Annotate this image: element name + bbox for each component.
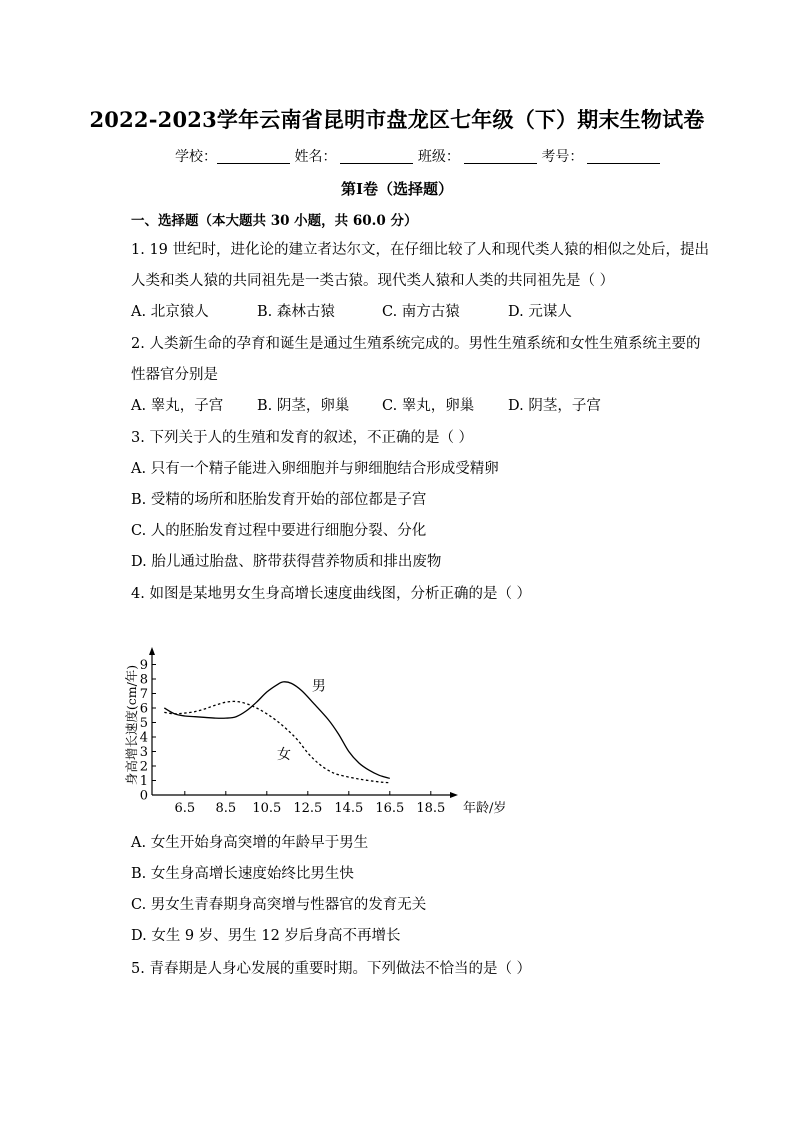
question-2-option-c[interactable]: C. 睾丸，卵巢 bbox=[382, 398, 475, 414]
male-curve-label: 男 bbox=[311, 678, 326, 695]
part-title: 第Ⅰ卷（选择题） bbox=[340, 180, 454, 198]
x-tick-label-6.5: 6.5 bbox=[174, 801, 196, 816]
y-tick-label-6: 6 bbox=[139, 701, 148, 717]
question-1-option-d[interactable]: D. 元谋人 bbox=[508, 304, 572, 320]
question-1-line-1: 1. 19 世纪时，进化论的建立者达尔文，在仔细比较了人和现代类人猿的相似之处后，提出 bbox=[131, 242, 709, 258]
question-1-option-b[interactable]: B. 森林古猿 bbox=[257, 304, 335, 320]
question-3-stem: 3. 下列关于人的生殖和发育的叙述，不正确的是（ ） bbox=[131, 430, 474, 446]
question-3-option-b[interactable]: B. 受精的场所和胚胎发育开始的部位都是子宫 bbox=[131, 492, 427, 508]
question-2-line-2: 性器官分别是 bbox=[131, 367, 218, 383]
x-tick-label-8.5: 8.5 bbox=[215, 801, 237, 816]
class-label: 班级： bbox=[417, 149, 460, 165]
y-tick-label-9: 9 bbox=[139, 658, 148, 673]
name-label: 姓名： bbox=[294, 149, 337, 165]
y-axis-label: 身高增长速度(cm/年) bbox=[124, 664, 139, 786]
question-3-option-d[interactable]: D. 胎儿通过胎盘、脐带获得营养物质和排出废物 bbox=[131, 554, 442, 570]
x-axis-arrow bbox=[450, 792, 458, 798]
x-tick-label-18.5: 18.5 bbox=[416, 801, 446, 816]
y-tick-label-3: 3 bbox=[139, 745, 148, 760]
exam-title: 2022-2023学年云南省昆明市盘龙区七年级（下）期末生物试卷 bbox=[89, 107, 705, 132]
y-tick-label-2: 2 bbox=[139, 759, 148, 775]
question-4-option-c[interactable]: C. 男女生青春期身高突增与性器官的发育无关 bbox=[131, 897, 427, 913]
question-4-stem: 4. 如图是某地男女生身高增长速度曲线图，分析正确的是（ ） bbox=[131, 586, 532, 602]
y-tick-label-4: 4 bbox=[139, 730, 148, 746]
y-tick-label-5: 5 bbox=[139, 716, 148, 731]
y-tick-label-0: 0 bbox=[139, 788, 148, 804]
question-4-option-a[interactable]: A. 女生开始身高突增的年龄早于男生 bbox=[131, 835, 369, 851]
x-tick-label-10.5: 10.5 bbox=[252, 801, 282, 816]
x-tick-label-14.5: 14.5 bbox=[334, 801, 364, 816]
school-label: 学校： bbox=[175, 149, 217, 165]
question-2-option-d[interactable]: D. 阴茎，子宫 bbox=[508, 398, 601, 414]
section-title: 一、选择题（本大题共 30 小题，共 60.0 分） bbox=[131, 213, 418, 229]
y-axis-arrow bbox=[149, 647, 155, 655]
series-line-male bbox=[164, 682, 389, 779]
question-1-option-a[interactable]: A. 北京猿人 bbox=[131, 304, 209, 320]
y-tick-label-7: 7 bbox=[139, 687, 148, 702]
exam-no-blank[interactable] bbox=[587, 149, 660, 164]
growth-velocity-chart bbox=[120, 645, 520, 820]
series-line-female bbox=[164, 701, 389, 782]
question-2-line-1: 2. 人类新生命的孕育和诞生是通过生殖系统完成的。男性生殖系统和女性生殖系统主要的 bbox=[131, 336, 701, 352]
x-tick-label-16.5: 16.5 bbox=[375, 801, 405, 816]
question-2-option-a[interactable]: A. 睾丸，子宫 bbox=[131, 398, 224, 414]
exam-no-label: 考号： bbox=[541, 149, 584, 165]
question-4-option-b[interactable]: B. 女生身高增长速度始终比男生快 bbox=[131, 866, 354, 882]
question-2-option-b[interactable]: B. 阴茎，卵巢 bbox=[257, 398, 350, 414]
school-blank[interactable] bbox=[217, 149, 290, 164]
x-axis-label: 年龄/岁 bbox=[463, 801, 507, 816]
question-4-option-d[interactable]: D. 女生 9 岁、男生 12 岁后身高不再增长 bbox=[131, 928, 401, 944]
x-tick-label-12.5: 12.5 bbox=[293, 801, 323, 816]
question-3-option-a[interactable]: A. 只有一个精子能进入卵细胞并与卵细胞结合形成受精卵 bbox=[131, 461, 499, 477]
question-1-option-c[interactable]: C. 南方古猿 bbox=[382, 304, 460, 320]
class-blank[interactable] bbox=[464, 149, 537, 164]
name-blank[interactable] bbox=[340, 149, 413, 164]
question-1-line-2: 人类和类人猿的共同祖先是一类古猿。现代类人猿和人类的共同祖先是（ ） bbox=[131, 273, 615, 289]
question-3-option-c[interactable]: C. 人的胚胎发育过程中要进行细胞分裂、分化 bbox=[131, 523, 427, 539]
question-5-stem: 5. 青春期是人身心发展的重要时期。下列做法不恰当的是（ ） bbox=[131, 961, 532, 977]
student-info bbox=[175, 146, 660, 166]
female-curve-label: 女 bbox=[277, 746, 292, 763]
y-tick-label-8: 8 bbox=[139, 672, 148, 688]
y-tick-label-1: 1 bbox=[139, 774, 148, 789]
